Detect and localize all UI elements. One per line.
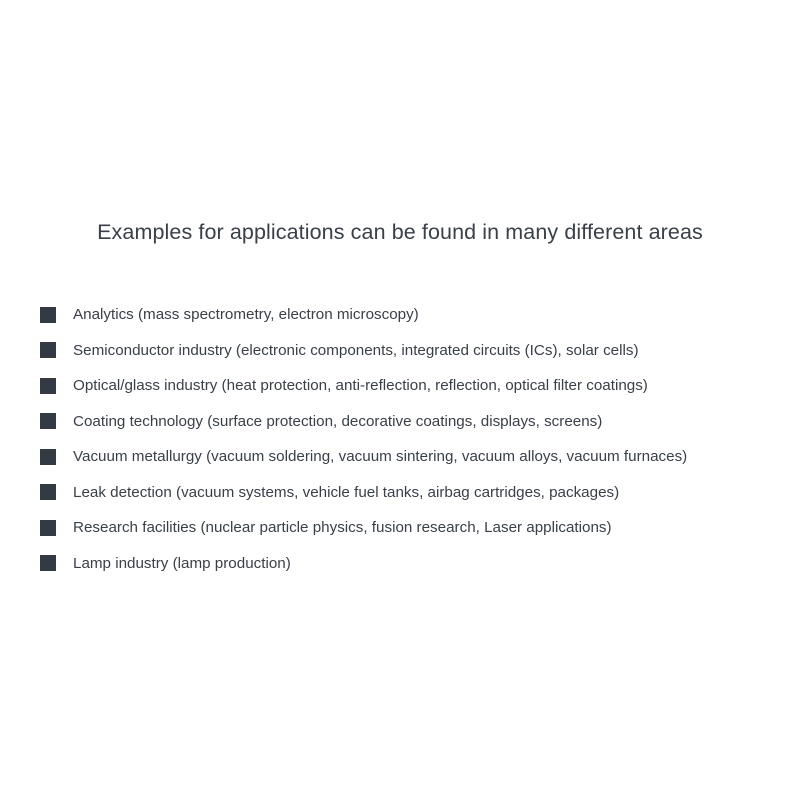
applications-list — [40, 297, 790, 581]
list-item-text: Analytics (mass spectrometry, electron microscopy) — [73, 306, 419, 324]
square-bullet-icon — [40, 520, 56, 536]
page-title: Examples for applications can be found in many different areas — [97, 220, 703, 244]
list-item — [40, 297, 790, 333]
list-item — [40, 510, 790, 546]
square-bullet-icon — [40, 378, 56, 394]
list-item-text: Optical/glass industry (heat protection, anti-reflection, reflection, optical filter coatings) — [73, 377, 648, 395]
list-item-text: Vacuum metallurgy (vacuum soldering, vacuum sintering, vacuum alloys, vacuum furnaces) — [73, 448, 688, 466]
square-bullet-icon — [40, 342, 56, 358]
square-bullet-icon — [40, 555, 56, 571]
list-item — [40, 475, 790, 511]
list-item-text: Leak detection (vacuum systems, vehicle fuel tanks, airbag cartridges, packages) — [73, 483, 620, 501]
square-bullet-icon — [40, 413, 56, 429]
list-item-text: Lamp industry (lamp production) — [73, 554, 291, 572]
square-bullet-icon — [40, 449, 56, 465]
square-bullet-icon — [40, 484, 56, 500]
square-bullet-icon — [40, 307, 56, 323]
list-item — [40, 546, 790, 582]
list-item — [40, 368, 790, 404]
list-item-text: Research facilities (nuclear particle physics, fusion research, Laser applications) — [73, 519, 612, 537]
list-item — [40, 333, 790, 369]
list-item-text: Semiconductor industry (electronic components, integrated circuits (ICs), solar cells) — [73, 341, 639, 359]
list-item — [40, 404, 790, 440]
list-item-text: Coating technology (surface protection, decorative coatings, displays, screens) — [73, 412, 603, 430]
list-item — [40, 439, 790, 475]
